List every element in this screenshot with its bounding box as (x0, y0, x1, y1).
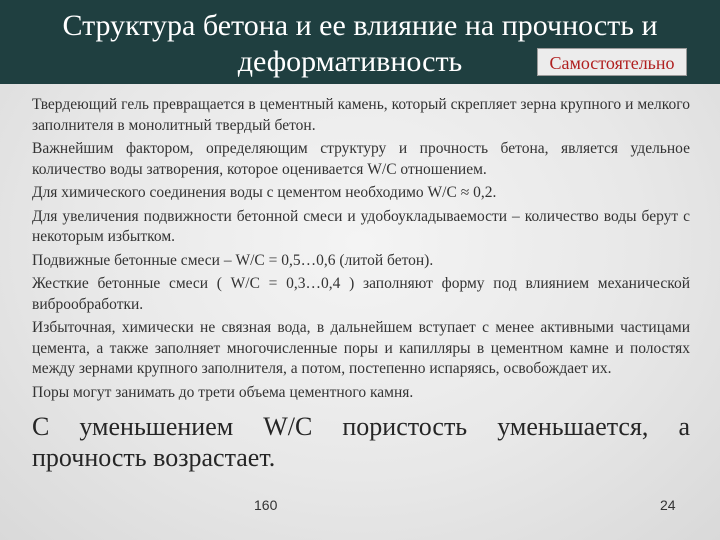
slide-body (32, 95, 690, 476)
slide-number: 24 (660, 497, 676, 513)
body-paragraph: Жесткие бетонные смеси ( W/C = 0,3…0,4 ) заполняют форму под влиянием механической виброобработки. (32, 275, 690, 313)
body-paragraph: Твердеющий гель превращается в цементный камень, который скрепляет зерна крупного и мелкого заполнителя в монолитный твердый бетон. (32, 96, 690, 134)
title-bar (0, 0, 720, 84)
body-paragraph: Поры могут занимать до трети объема цементного камня. (32, 383, 414, 401)
body-paragraph: Подвижные бетонные смеси – W/C = 0,5…0,6 (литой бетон). (32, 251, 434, 269)
body-paragraph: Важнейшим фактором, определяющим структуру и прочность бетона, является удельное количество воды затворения, которое оценивается W/C отношением. (32, 140, 690, 178)
self-study-badge[interactable]: Самостоятельно (537, 48, 687, 76)
body-paragraph: Для увеличения подвижности бетонной смеси и удобоукладываемости – количество воды берут с некоторым избытком. (32, 207, 690, 245)
page-number: 160 (254, 497, 278, 513)
slide-title-line2: деформативность (237, 45, 463, 78)
body-paragraph: Для химического соединения воды с цементом необходимо W/C ≈ 0,2. (32, 184, 497, 201)
conclusion-text: С уменьшением W/C пористость уменьшается, а прочность возрастает. (32, 412, 690, 472)
slide-title-line1: Структура бетона и ее влияние на прочность и (62, 9, 658, 42)
body-paragraph: Избыточная, химически не связная вода, в дальнейшем вступает с менее активными частицами цемента, а также заполняет многочисленные поры и капилляры в цементном камне и полостях между зернами крупного заполнителя, а потом, постепенно испаряясь, освобождает их. (32, 319, 690, 377)
